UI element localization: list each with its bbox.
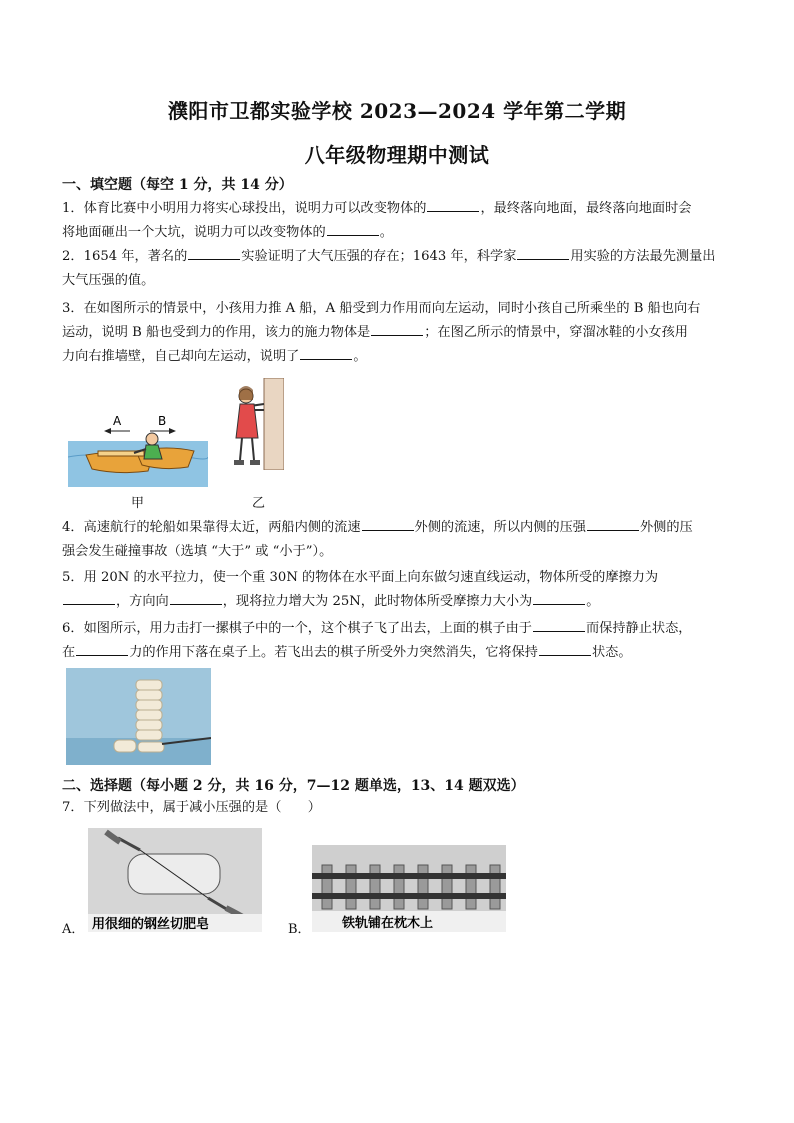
question-6: 6．如图所示，用力击打一摞棋子中的一个，这个棋子飞了出去，上面的棋子由于 而保持静止状态， 在 力的作用下落在桌子上。若飞出去的棋子所受外力突然消失，它将保持 状态。 (62, 617, 732, 665)
figure-caption-left: 甲 (131, 496, 145, 511)
answer-blank[interactable] (539, 641, 591, 656)
boat-figure (68, 405, 208, 487)
page-subtitle: 八年级物理期中测试 (304, 143, 490, 167)
answer-blank[interactable] (63, 590, 115, 605)
question-3: 3．在如图所示的情景中，小孩用力推 A 船，A 船受到力作用而向左运动，同时小孩自己所乘坐的 B 船也向右 运动，说明 B 船也受到力的作用，该力的施力物体是 ；在图乙所示的情景中，穿溜冰鞋的小女孩用 力向右推墙壁，自己却向左运动，说明了 。 (62, 301, 701, 364)
option-b-image[interactable] (312, 845, 506, 932)
answer-blank[interactable] (587, 516, 639, 531)
answer-blank[interactable] (533, 590, 585, 605)
answer-blank[interactable] (362, 516, 414, 531)
option-a-image[interactable] (88, 828, 262, 932)
answer-blank[interactable] (76, 641, 128, 656)
answer-blank[interactable] (427, 197, 479, 212)
arrow-label-b: B (158, 414, 167, 428)
answer-blank[interactable] (533, 617, 585, 632)
answer-blank[interactable] (170, 590, 222, 605)
option-a-caption: 用很细的钢丝切肥皂 (92, 917, 210, 932)
question-4: 4．高速航行的轮船如果靠得太近，两船内侧的流速 外侧的流速，所以内侧的压强 外侧的压 强会发生碰撞事故（选填 “大于” 或 “小于”）。 (62, 516, 732, 564)
figure-caption-right: 乙 (252, 496, 266, 511)
question-2: 2．1654 年，著名的 实验证明了大气压强的存在；1643 年，科学家 用实验的方法最先测量出 大气压强的值。 (62, 245, 732, 293)
answer-blank[interactable] (188, 245, 240, 260)
section1-heading: 一、填空题（每空 1 分，共 14 分） (62, 177, 293, 193)
checker-stack-figure (66, 668, 211, 765)
option-b-label[interactable]: B． (288, 922, 311, 937)
option-a-label[interactable]: A． (62, 922, 85, 937)
answer-blank[interactable] (371, 321, 423, 336)
question-5: 5．用 20N 的水平拉力，使一个重 30N 的物体在水平面上向东做匀速直线运动，物体所受的摩擦力为 ，方向向 ，现将拉力增大为 25N，此时物体所受摩擦力大小为 。 (62, 570, 659, 609)
arrow-label-a: A (113, 414, 122, 428)
answer-blank[interactable] (517, 245, 569, 260)
question-7: 7．下列做法中，属于减小压强的是（ ） (62, 800, 321, 815)
answer-blank[interactable] (327, 221, 379, 236)
skater-figure (228, 378, 284, 470)
section2-heading: 二、选择题（每小题 2 分，共 16 分，7—12 题单选，13、14 题双选） (62, 778, 525, 794)
option-b-caption: 铁轨铺在枕木上 (342, 916, 434, 931)
page-title: 濮阳市卫都实验学校 2023—2024 学年第二学期 (167, 99, 627, 123)
question-1: 1．体育比赛中小明用力将实心球投出，说明力可以改变物体的 ，最终落向地面，最终落向地面时会 将地面砸出一个大坑，说明力可以改变物体的 。 (62, 197, 732, 245)
answer-blank[interactable] (300, 345, 352, 360)
